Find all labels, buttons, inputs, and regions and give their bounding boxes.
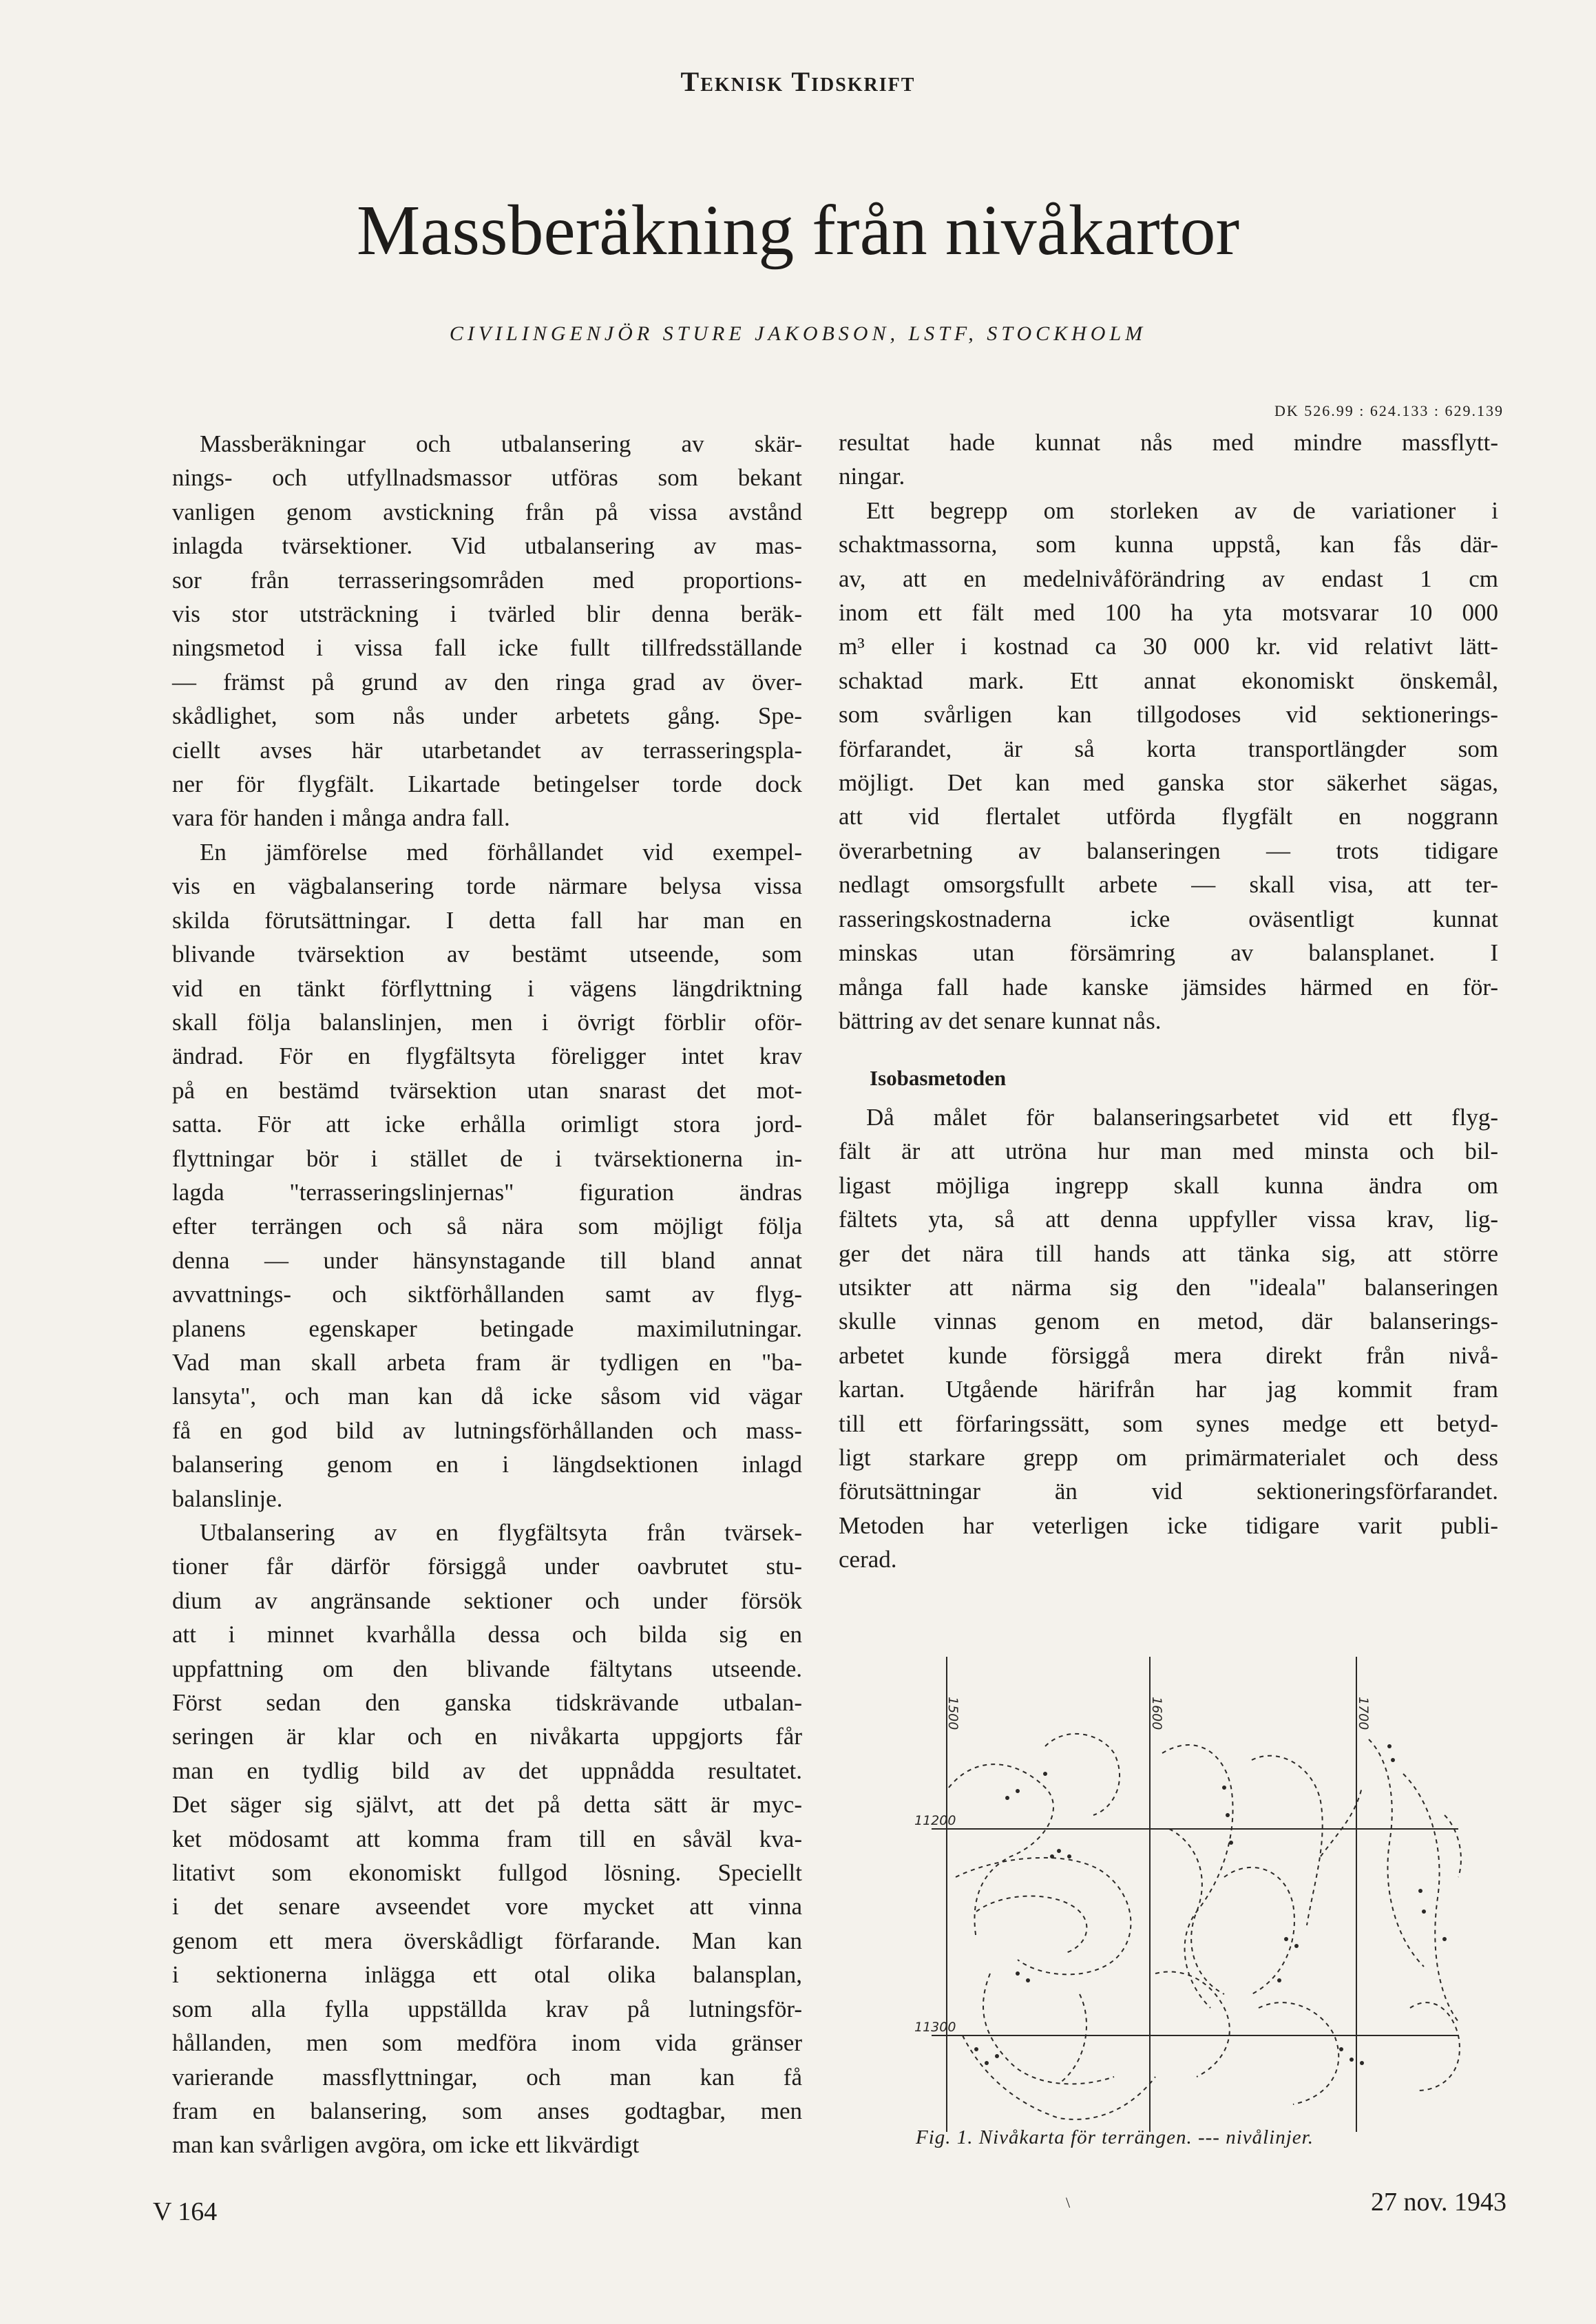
text-line: ner för flygfält. Likartade betingelser torde dock (172, 771, 802, 798)
grid-label-left: 11300 (914, 2020, 956, 2035)
text-line: Först sedan den ganska tidskrävande utbalan- (172, 1689, 802, 1717)
text-line: planens egenskaper betingade maximilutningar. (172, 1315, 802, 1342)
text-line: nings- och utfyllnadsmassor utföras som bekant (172, 464, 802, 492)
text-line: flyttningar bör i stället de i tvärsektionerna in- (172, 1144, 802, 1172)
text-line: — främst på grund av den ringa grad av över- (172, 668, 802, 695)
text-line: Då målet för balanseringsarbetet vid ett flyg- (866, 1104, 1498, 1131)
page-number: V 164 (153, 2197, 218, 2226)
text-line: skilda förutsättningar. I detta fall har man en (172, 906, 802, 934)
text-line: möjligt. Det kan med ganska stor säkerhet sägas, (839, 769, 1498, 797)
text-line: av, att en medelnivåförändring av endast 1 cm (839, 565, 1498, 592)
text-line: lagda "terrasseringslinjernas" figuration ändras (172, 1178, 802, 1206)
text-line: till ett förfaringssätt, som synes medge ett betyd- (839, 1410, 1498, 1437)
text-line: ket mödosamt att komma fram till en såväl kva- (172, 1825, 802, 1852)
contour-map-figure (839, 1650, 1498, 2146)
text-line: Metoden har veterligen icke tidigare varit publi- (839, 1511, 1498, 1539)
text-line: balanslinje. (172, 1485, 283, 1512)
text-line: litativt som ekonomiskt fullgod lösning. Speciellt (172, 1859, 802, 1887)
text-line: utsikter att närma sig den "ideala" balanseringen (839, 1274, 1498, 1301)
text-line: ciellt avses här utarbetandet av terrasseringspla- (172, 736, 802, 764)
text-line: balansering genom en i längdsektionen inlagd (172, 1451, 802, 1478)
text-line: överarbetning av balanseringen — trots tidigare (839, 837, 1498, 864)
text-line: många fall hade kanske jämsides härmed en för- (839, 973, 1498, 1001)
grid-label-left: 11200 (914, 1813, 956, 1828)
text-line: ger det nära till hands att tänka sig, att större (839, 1239, 1498, 1267)
text-line: bättring av det senare kunnat nås. (839, 1007, 1162, 1034)
text-line: blivande tvärsektion av bestämt utseende, som (172, 941, 802, 968)
right-column-text (839, 426, 1498, 1038)
classification-code: DK 526.99 : 624.133 : 629.139 (1274, 402, 1504, 419)
text-line: cerad. (839, 1546, 897, 1573)
text-line: som svårligen kan tillgodoses vid sektionerings- (839, 701, 1498, 729)
issue-date: 27 nov. 1943 (1370, 2188, 1506, 2217)
text-line: vis en vägbalansering torde närmare belysa vissa (172, 872, 802, 900)
text-line: att vid flertalet utförda flygfält en noggrann (839, 803, 1498, 830)
text-line: inlagda tvärsektioner. Vid utbalansering av mas- (172, 532, 802, 560)
figure-caption: Fig. 1. Nivåkarta för terrängen. --- nivålinjer. (916, 2126, 1314, 2148)
text-line: genom ett mera överskådligt förfarande. Man kan (172, 1927, 802, 1954)
text-line: man kan svårligen avgöra, om icke ett likvärdigt (172, 2131, 640, 2159)
spot-marks (974, 1744, 1447, 2065)
text-line: skall följa balanslinjen, men i övrigt förblir oför- (172, 1008, 802, 1036)
text-line: kartan. Utgående härifrån har jag kommit fram (839, 1376, 1498, 1403)
right-column-text-2 (839, 1100, 1498, 1577)
text-line: tioner får därför försiggå under oavbrutet stu- (172, 1553, 802, 1580)
text-line: Utbalansering av en flygfältsyta från tvärsek- (200, 1519, 802, 1546)
text-line: i sektionerna inlägga ett otal olika balansplan, (172, 1961, 802, 1989)
contour-map-drawing (839, 1650, 1498, 2146)
text-line: ändrad. För en flygfältsyta föreligger intet krav (172, 1043, 802, 1070)
text-line: satta. För att icke erhålla orimligt stora jord- (172, 1111, 802, 1138)
text-line: ningar. (839, 463, 905, 490)
text-line: schaktmassorna, som kunna uppstå, kan fås där- (839, 531, 1498, 558)
section-heading: Isobasmetoden (870, 1066, 1007, 1090)
text-line: denna — under hänsynstagande till bland annat (172, 1246, 802, 1274)
article-byline: CIVILINGENJÖR STURE JAKOBSON, LSTF, STOCKHOLM (449, 322, 1147, 345)
text-line: vis stor utsträckning i tvärled blir denna beräk- (172, 600, 802, 628)
text-line: lansyta", och man kan då icke såsom vid vägar (172, 1383, 802, 1410)
text-line: uppfattning om den blivande fältytans utseende. (172, 1655, 802, 1682)
contour-lines (949, 1734, 1461, 2119)
text-line: skulle vinnas genom en metod, där balanserings- (839, 1308, 1498, 1335)
text-line: ligt starkare grepp om primärmaterialet och dess (839, 1444, 1498, 1472)
journal-name: Teknisk Tidskrift (680, 66, 916, 97)
text-line: schaktad mark. Ett annat ekonomiskt önskemål, (839, 667, 1498, 694)
text-line: skådlighet, som nås under arbetets gång. Spe- (172, 702, 802, 730)
grid-label-top: 1500 (945, 1697, 960, 1730)
text-line: fram en balansering, som anses godtagbar, men (172, 2097, 802, 2124)
grid-label-top: 1700 (1356, 1697, 1371, 1730)
text-line: Ett begrepp om storleken av de variationer i (866, 496, 1498, 524)
text-line: vara för handen i många andra fall. (172, 804, 510, 832)
text-line: resultat hade kunnat nås med mindre massflytt- (839, 429, 1498, 456)
text-line: ligast möjliga ingrepp skall kunna ändra om (839, 1171, 1498, 1199)
text-line: Det säger sig självt, att det på detta sätt är myc- (172, 1791, 802, 1819)
text-line: få en god bild av lutningsförhållanden och mass- (172, 1416, 802, 1444)
text-line: som alla fylla uppställda krav på lutningsför- (172, 1995, 802, 2022)
text-line: vid en tänkt förflyttning i vägens längdriktning (172, 974, 802, 1002)
text-line: avvattnings- och siktförhållanden samt av flyg- (172, 1281, 802, 1308)
grid-label-top: 1600 (1149, 1697, 1164, 1730)
text-line: nedlagt omsorgsfullt arbete — skall visa, att ter- (839, 871, 1498, 899)
text-line: ningsmetod i vissa fall icke fullt tillfredsställande (172, 634, 802, 662)
text-line: sor från terrasseringsområden med proportions- (172, 566, 802, 594)
text-line: i det senare avseendet vore mycket att vinna (172, 1893, 802, 1920)
text-line: varierande massflyttningar, och man kan få (172, 2063, 802, 2091)
text-line: förfarandet, är så korta transportlängder som (839, 735, 1498, 762)
text-line: rasseringskostnaderna icke oväsentligt kunnat (839, 905, 1498, 932)
article-title: Massberäkning från nivåkartor (356, 191, 1240, 270)
text-line: dium av angränsande sektioner och under försök (172, 1587, 802, 1614)
text-line: Vad man skall arbeta fram är tydligen en "ba- (172, 1348, 802, 1376)
text-line: m³ eller i kostnad ca 30 000 kr. vid relativt lätt- (839, 633, 1498, 660)
text-line: förutsättningar än vid sektioneringsförfarandet. (839, 1478, 1498, 1505)
text-line: fält är att utröna hur man med minsta och bil- (839, 1138, 1498, 1165)
text-line: efter terrängen och så nära som möjligt följa (172, 1213, 802, 1240)
text-line: Massberäkningar och utbalansering av skär- (200, 430, 802, 457)
text-line: minskas utan försämring av balansplanet. I (839, 939, 1498, 967)
text-line: att i minnet kvarhålla dessa och bilda sig en (172, 1621, 802, 1648)
text-line: En jämförelse med förhållandet vid exempel- (200, 838, 802, 866)
text-line: hållanden, men som medföra inom vida gränser (172, 2029, 802, 2057)
left-column-text (172, 427, 802, 2162)
text-line: på en bestämd tvärsektion utan snarast det mot- (172, 1076, 802, 1104)
text-line: fältets yta, så att denna uppfyller vissa krav, lig- (839, 1206, 1498, 1233)
text-line: man en tydlig bild av det uppnådda resultatet. (172, 1757, 802, 1784)
text-line: arbetet kunde försiggå mera direkt från nivå- (839, 1341, 1498, 1369)
text-line: inom ett fält med 100 ha yta motsvarar 10 000 (839, 599, 1498, 627)
text-line: seringen är klar och en nivåkarta uppgjorts får (172, 1723, 802, 1750)
text-line: vanligen genom avstickning från på vissa avstånd (172, 498, 802, 525)
page-mark: \ (1066, 2194, 1071, 2211)
